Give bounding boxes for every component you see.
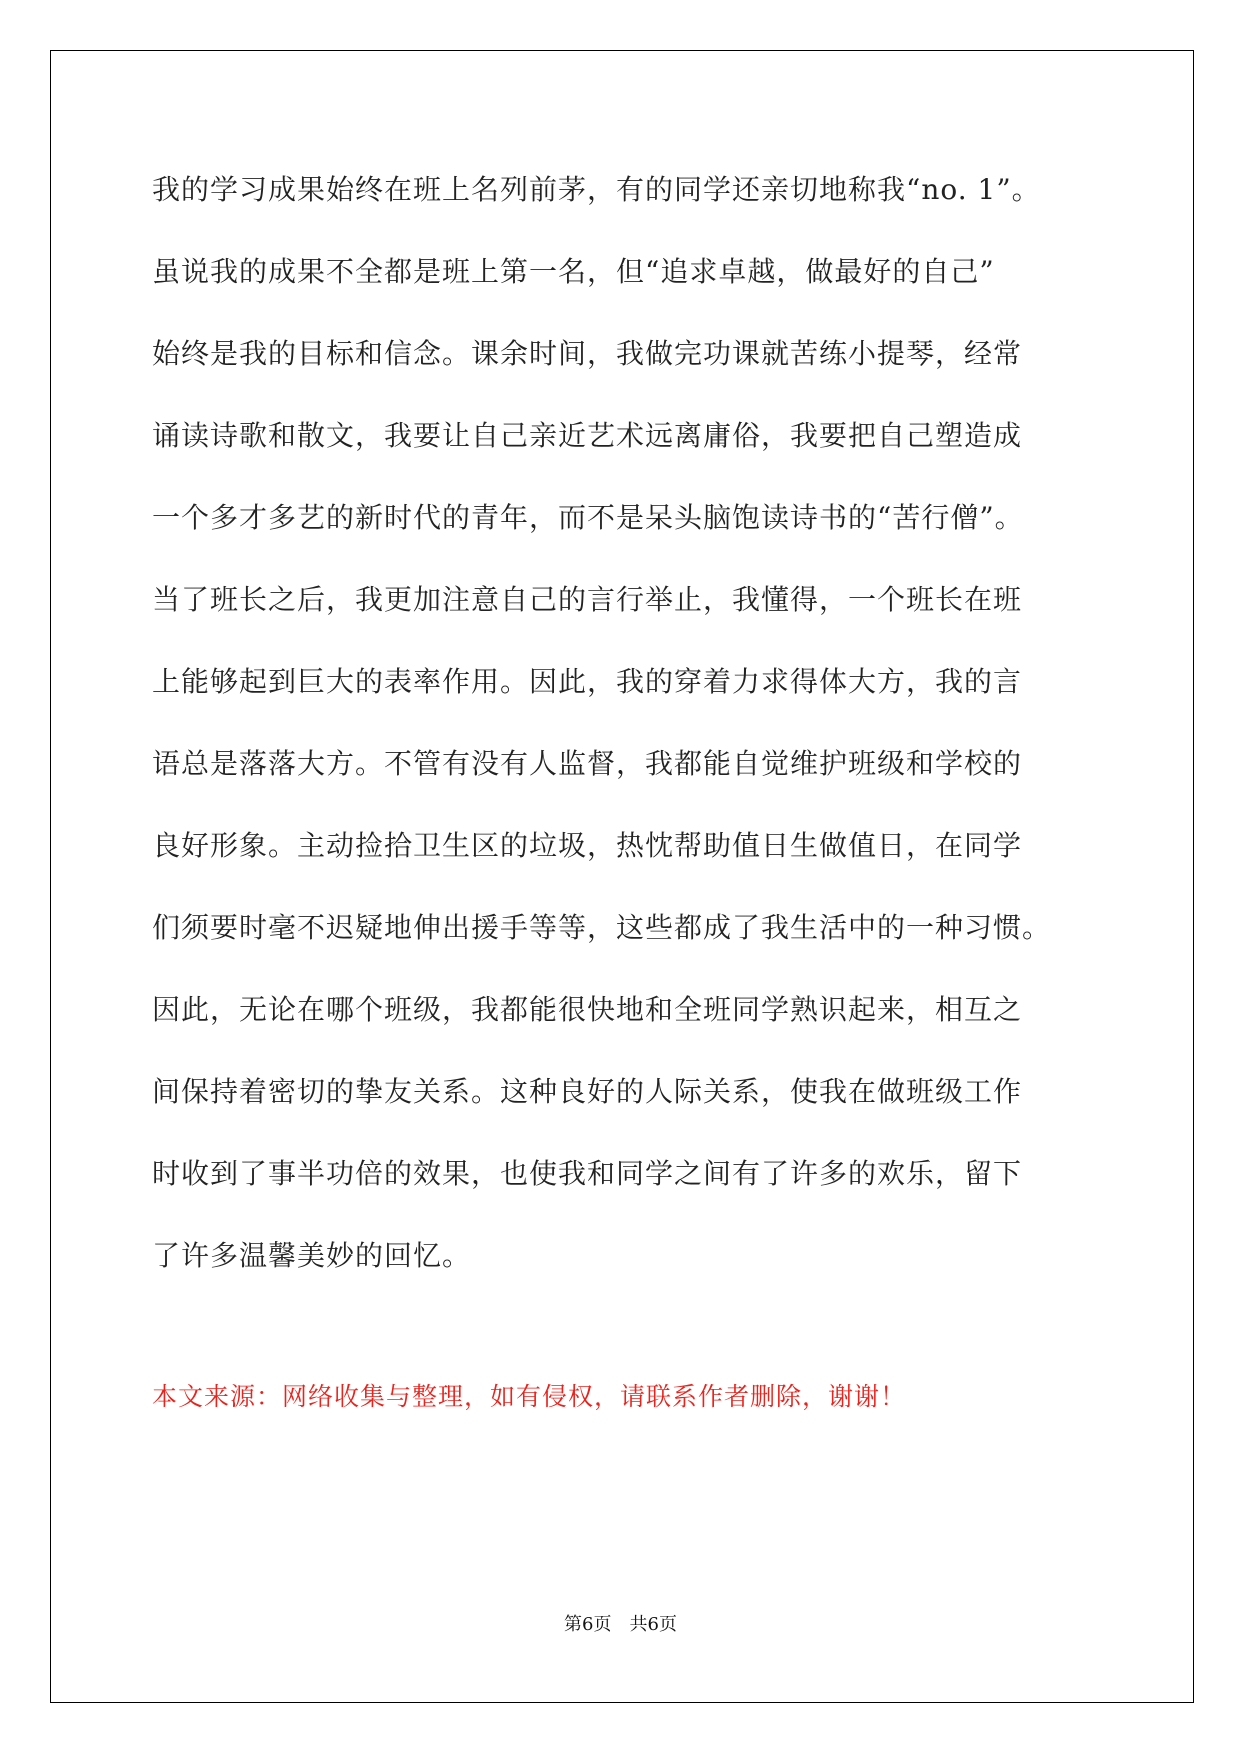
body-line: 时收到了事半功倍的效果，也使我和同学之间有了许多的欢乐，留下 <box>152 1157 1023 1190</box>
body-line: 虽说我的成果不全都是班上第一名，但“追求卓越，做最好的自己” <box>152 255 995 288</box>
page-footer: 第6页 共6页 <box>564 1614 677 1635</box>
body-line: 们须要时毫不迟疑地伸出援手等等，这些都成了我生活中的一种习惯。 <box>152 911 1052 944</box>
body-line: 始终是我的目标和信念。课余时间，我做完功课就苦练小提琴，经常 <box>152 337 1023 370</box>
body-line: 一个多才多艺的新时代的青年，而不是呆头脑饱读诗书的“苦行僧”。 <box>152 501 1024 534</box>
body-text <box>152 160 1102 1308</box>
body-line: 间保持着密切的挚友关系。这种良好的人际关系，使我在做班级工作 <box>152 1075 1023 1108</box>
body-line: 当了班长之后，我更加注意自己的言行举止，我懂得，一个班长在班 <box>152 583 1023 616</box>
source-note: 本文来源：网络收集与整理，如有侵权，请联系作者删除，谢谢！ <box>152 1382 907 1411</box>
body-line: 语总是落落大方。不管有没有人监督，我都能自觉维护班级和学校的 <box>152 747 1023 780</box>
body-line: 上能够起到巨大的表率作用。因此，我的穿着力求得体大方，我的言 <box>152 665 1023 698</box>
body-line: 了许多温馨美妙的回忆。 <box>152 1239 472 1272</box>
body-line: 良好形象。主动捡拾卫生区的垃圾，热忱帮助值日生做值日，在同学 <box>152 829 1023 862</box>
body-line: 因此，无论在哪个班级，我都能很快地和全班同学熟识起来，相互之 <box>152 993 1023 1026</box>
body-line: 诵读诗歌和散文，我要让自己亲近艺术远离庸俗，我要把自己塑造成 <box>152 419 1023 452</box>
body-line: 我的学习成果始终在班上名列前茅，有的同学还亲切地称我“no. 1”。 <box>152 173 1041 206</box>
